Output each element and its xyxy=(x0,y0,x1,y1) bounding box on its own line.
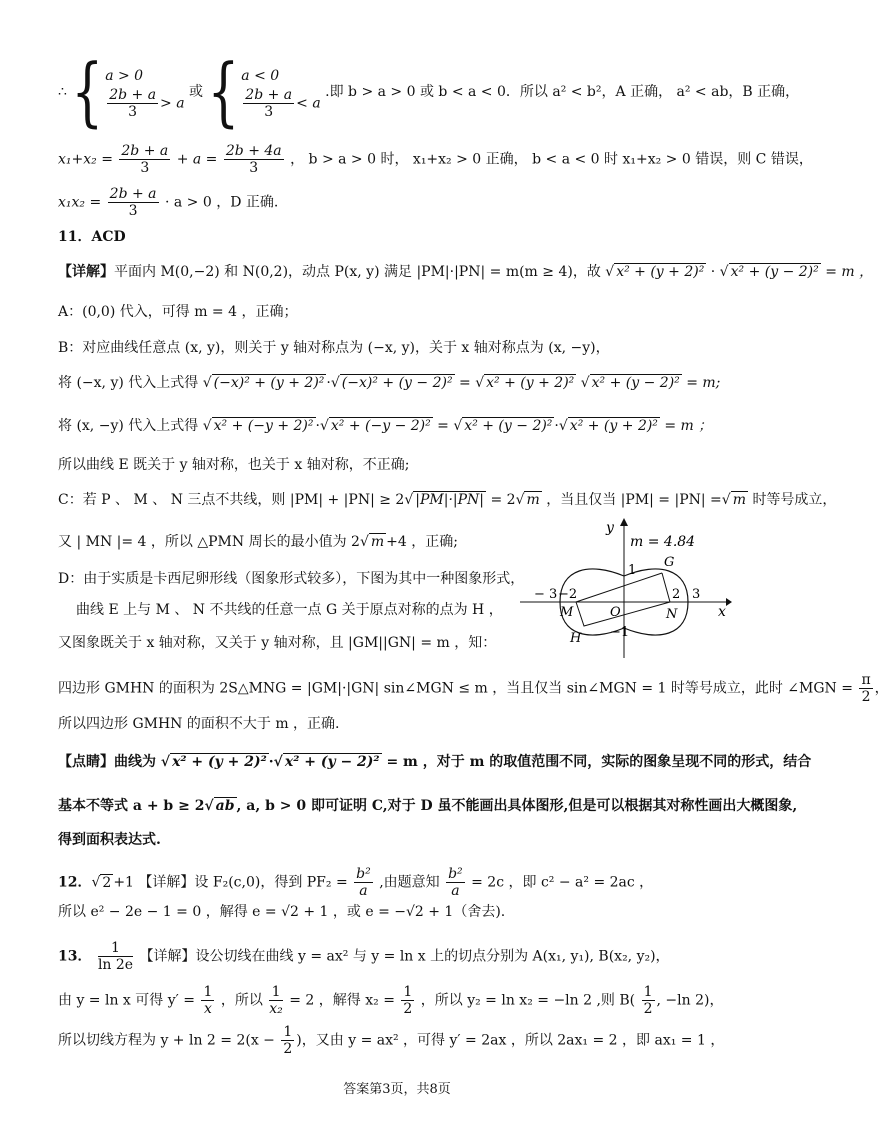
point-n-label: N xyxy=(666,607,678,622)
question-11-heading: 11．ACD xyxy=(58,229,126,245)
l19-sqrt: ab xyxy=(215,798,235,814)
line-19-head: 基本不等式 a + b ≥ 2 xyxy=(58,798,205,814)
line-21: 12．√ 2 +1 【详解】设 F₂(c,0)，得到 PF₂ = $\frac{\text{b²}}{a}$ ,由题意知 $\frac{\text{b²}}{a}$ = 2c ，即 c² − a² = 2ac ， xyxy=(58,866,654,899)
system-2 xyxy=(241,65,320,120)
or-text: 或 xyxy=(189,84,204,100)
tick-neg2: −2 xyxy=(558,587,578,602)
line-21-mid: +1 【详解】设 F₂(c,0)，得到 PF₂ = xyxy=(113,874,348,891)
line-21-tail: = 2c ，即 c² − a² = 2ac ， xyxy=(471,874,654,891)
line-24-head: 由 y = ln x 可得 y′ = xyxy=(58,992,195,1009)
point-h-label: H xyxy=(570,631,582,646)
frac-1-ln2e: $\frac{1}{\ln 2e}$ xyxy=(97,940,134,973)
line-24-mid3: ，所以 y₂ = ln x₂ = −ln 2 ,则 B( xyxy=(420,992,636,1009)
line-17: 所以四边形 GMHN 的面积不大于 m ，正确. xyxy=(58,716,340,732)
tick-1: 1 xyxy=(628,563,637,578)
line-9: 将 (x, −y) 代入上式得 √ x² + (−y + 2)² ·√ x² + (−y − 2)² = √ x² + (y − 2)² ·√ x² + (y + 2)² = m ； xyxy=(58,418,713,434)
line-8: 将 (−x, y) 代入上式得 √ (−x)² + (y + 2)² ·√ (−x)² + (y − 2)² = √ x² + (y + 2)² √ x² + (y − 2)² = m; xyxy=(58,375,721,391)
sum-label: x₁+x₂ = xyxy=(58,151,113,168)
line-19-tail: , a, b > 0 即可证明 C,对于 D 虽不能画出具体图形,但是可以根据其对称性画出大概图象, xyxy=(236,798,798,814)
line-10: 所以曲线 E 既关于 y 轴对称，也关于 x 轴对称，不正确; xyxy=(58,457,410,473)
line-22: 所以 e² − 2e − 1 = 0 ，解得 e = √2 + 1 ，或 e = −√2 + 1（舍去). xyxy=(58,904,506,920)
l11-sqrt-1: |PM|·|PN| xyxy=(415,492,485,508)
line-23 xyxy=(58,940,670,973)
line-16 xyxy=(58,672,889,705)
tick-2: 2 xyxy=(672,587,681,602)
quadrilateral-gmhn xyxy=(576,573,670,626)
line-6: A：(0,0) 代入，可得 m = 4 ，正确； xyxy=(58,304,298,320)
m-label: m = 4.84 xyxy=(630,534,696,550)
line-18-tail: = m ，对于 m 的取值范围不同，实际的图象呈现不同的形式，结合 xyxy=(386,754,812,770)
point-m-label: M xyxy=(560,605,574,620)
tick-neg1: −1 xyxy=(610,625,630,640)
line-5-text: 平面内 M(0,−2) 和 N(0,2)，动点 P(x, y) 满足 |PM|·|PN| = m(m ≥ 4)，故 xyxy=(114,264,601,280)
line-3-tail: · a > 0 ，D 正确. xyxy=(164,194,279,211)
frac-1-2-b: $\frac{1}{2}$ xyxy=(643,984,653,1017)
l8-sqrt-2: (−x)² + (y − 2)² xyxy=(341,375,453,391)
brace-2: { xyxy=(207,48,240,136)
sys2-frac: $\frac{2b + a}{3}$ xyxy=(245,86,293,120)
line-15: 又图象既关于 x 轴对称，又关于 y 轴对称，且 |GM||GN| = m ，知： xyxy=(58,635,497,651)
product-label: x₁x₂ = xyxy=(58,194,102,211)
page-footer: 答案第3页，共8页 xyxy=(343,1082,451,1097)
frac-2b-4a: $\frac{2b + 4a}{3}$ xyxy=(225,143,282,176)
sys2-top: a < 0 xyxy=(241,67,280,84)
line-2-tail: ， b > a > 0 时， x₁+x₂ > 0 正确， b < a < 0 时 x₁+x₂ > 0 错误，则 C 错误， xyxy=(290,151,813,168)
sys1-top: a > 0 xyxy=(105,67,144,84)
line-24 xyxy=(58,984,723,1017)
l9-sqrt-2: x² + (−y − 2)² xyxy=(330,418,431,434)
line-1 xyxy=(58,48,800,136)
l11-sqrt-2: m xyxy=(526,492,540,508)
line-24-mid: ，所以 xyxy=(220,992,263,1009)
line-18-head: 【点睛】曲线为 xyxy=(58,754,156,770)
line-12-head: 又 | MN |= 4 ，所以 △PMN 周长的最小值为 2 xyxy=(58,534,360,550)
question-12-number: 12． xyxy=(58,874,92,891)
sys1-frac: $\frac{2b + a}{3}$ xyxy=(109,86,157,120)
sqrt-1: x² + (y + 2)² xyxy=(616,264,705,280)
tick-neg3: − 3 xyxy=(534,587,558,602)
l11-sqrt-3: m xyxy=(732,492,746,508)
frac-pi-2: $\frac{\pi}{2}$ xyxy=(861,672,871,705)
l8-sqrt-3: x² + (y + 2)² xyxy=(486,375,575,391)
y-axis-arrow xyxy=(620,518,628,526)
line-5-eq: = m ， xyxy=(825,264,874,280)
line-18: 【点睛】曲线为 √ x² + (y + 2)² ·√ x² + (y − 2)² = m ，对于 m 的取值范围不同，实际的图象呈现不同的形式，结合 xyxy=(58,754,812,770)
line-3 xyxy=(58,186,278,219)
frac-1-x2: $\frac{1}{\text{x₂}}$ xyxy=(269,984,283,1017)
frac-1-2-a: $\frac{1}{2}$ xyxy=(403,984,413,1017)
system-1 xyxy=(105,65,184,120)
line-11-head: C：若 P 、 M 、 N 三点不共线，则 |PM| + |PN| ≥ 2 xyxy=(58,492,405,508)
line-7: B：对应曲线任意点 (x, y)，则关于 y 轴对称点为 (−x, y)，关于 x 轴对称点为 (x, −y)， xyxy=(58,340,610,356)
line-1-tail: .即 b > a > 0 或 b < a < 0．所以 a² < b²，A 正确， a² < ab，B 正确， xyxy=(325,84,800,100)
therefore-symbol: ∴ xyxy=(58,84,67,100)
line-25-tail: )，又由 y = ax² ，可得 y′ = 2ax ，所以 2ax₁ = 2 ，即 ax₁ = 1 ， xyxy=(296,1032,725,1049)
line-11-mid: = 2 xyxy=(490,492,516,508)
frac-1-2-c: $\frac{1}{2}$ xyxy=(283,1024,293,1057)
line-11: C：若 P 、 M 、 N 三点不共线，则 |PM| + |PN| ≥ 2√ |PM|·|PN| = 2√ m ，当且仅当 |PM| = |PN| =√ m 时等号成立， xyxy=(58,492,837,508)
brace-1: { xyxy=(71,48,104,136)
line-13: D：由于实质是卡西尼卵形线（图象形式较多），下图为其中一种图象形式， xyxy=(58,571,525,587)
l8-sqrt-4: x² + (y − 2)² xyxy=(591,375,680,391)
line-8-head: 将 (−x, y) 代入上式得 xyxy=(58,375,199,391)
x-axis-arrow xyxy=(726,598,732,606)
line-9-head: 将 (x, −y) 代入上式得 xyxy=(58,418,199,434)
sys1-bottom: > a xyxy=(160,95,185,111)
line-23-tail: 【详解】设公切线在曲线 y = ax² 与 y = ln x 上的切点分别为 A(x₁, y₁), B(x₂, y₂)， xyxy=(139,948,670,965)
l12-sqrt: m xyxy=(370,534,385,550)
frac-b2-a-1: $\frac{\text{b²}}{a}$ xyxy=(356,866,371,899)
sqrt-2: x² + (y − 2)² xyxy=(730,264,819,280)
frac-2b-a: $\frac{2b + a}{3}$ xyxy=(121,143,169,176)
l8-sqrt-1: (−x)² + (y + 2)² xyxy=(213,375,325,391)
l9-sqrt-3: x² + (y − 2)² xyxy=(464,418,553,434)
l21-sqrt: 2 xyxy=(102,874,112,891)
detail-tag: 【详解】 xyxy=(58,264,114,280)
line-11-end: 时等号成立， xyxy=(752,492,837,508)
l18-sqrt-1: x² + (y + 2)² xyxy=(172,754,267,770)
cassini-oval-graph xyxy=(520,518,732,658)
line-16-tail: ， xyxy=(874,680,889,697)
line-25-head: 所以切线方程为 y + ln 2 = 2(x − xyxy=(58,1032,275,1049)
x-label: x xyxy=(718,604,726,620)
sys2-bottom: < a xyxy=(296,95,321,111)
line-20: 得到面积表达式. xyxy=(58,832,161,848)
origin-label: O xyxy=(610,605,621,620)
line-21-mid2: ,由题意知 xyxy=(379,874,440,891)
line-2 xyxy=(58,143,813,176)
point-g-label: G xyxy=(664,555,675,570)
y-label: y xyxy=(606,520,614,536)
line-24-mid2: = 2 ，解得 x₂ = xyxy=(289,992,395,1009)
tick-3: 3 xyxy=(692,587,701,602)
line-5: 【详解】平面内 M(0,−2) 和 N(0,2)，动点 P(x, y) 满足 |PM|·|PN| = m(m ≥ 4)，故 √ x² + (y + 2)² · √ x² + (y − 2)² = m ， xyxy=(58,264,874,280)
line-19: 基本不等式 a + b ≥ 2√ ab , a, b > 0 即可证明 C,对于 D 虽不能画出具体图形,但是可以根据其对称性画出大概图象, xyxy=(58,798,798,814)
question-13-number: 13． xyxy=(58,948,92,965)
line-11-tail: ，当且仅当 |PM| = |PN| = xyxy=(546,492,722,508)
line-14: 曲线 E 上与 M 、 N 不共线的任意一点 G 关于原点对称的点为 H ， xyxy=(76,602,503,618)
l9-sqrt-4: x² + (y + 2)² xyxy=(569,418,658,434)
l9-sqrt-1: x² + (−y + 2)² xyxy=(213,418,314,434)
line-8-tail: = m; xyxy=(686,375,721,391)
l18-sqrt-2: x² + (y − 2)² xyxy=(284,754,380,770)
frac-product: $\frac{2b + a}{3}$ xyxy=(109,186,157,219)
frac-b2-a-2: $\frac{\text{b²}}{a}$ xyxy=(448,866,463,899)
line-25 xyxy=(58,1024,724,1057)
line-9-tail: = m ； xyxy=(664,418,713,434)
line-16-head: 四边形 GMHN 的面积为 2S△MNG = |GM|·|GN| sin∠MGN ≤ m ，当且仅当 sin∠MGN = 1 时等号成立，此时 ∠MGN = xyxy=(58,680,853,697)
plus-a: + a = xyxy=(176,151,218,168)
line-24-tail: , −ln 2)， xyxy=(656,992,724,1009)
line-12: 又 | MN |= 4 ，所以 △PMN 周长的最小值为 2√ m +4 ，正确; xyxy=(58,534,458,550)
line-12-tail: +4 ，正确; xyxy=(386,534,458,550)
frac-1-x: $\frac{1}{x}$ xyxy=(203,984,213,1017)
